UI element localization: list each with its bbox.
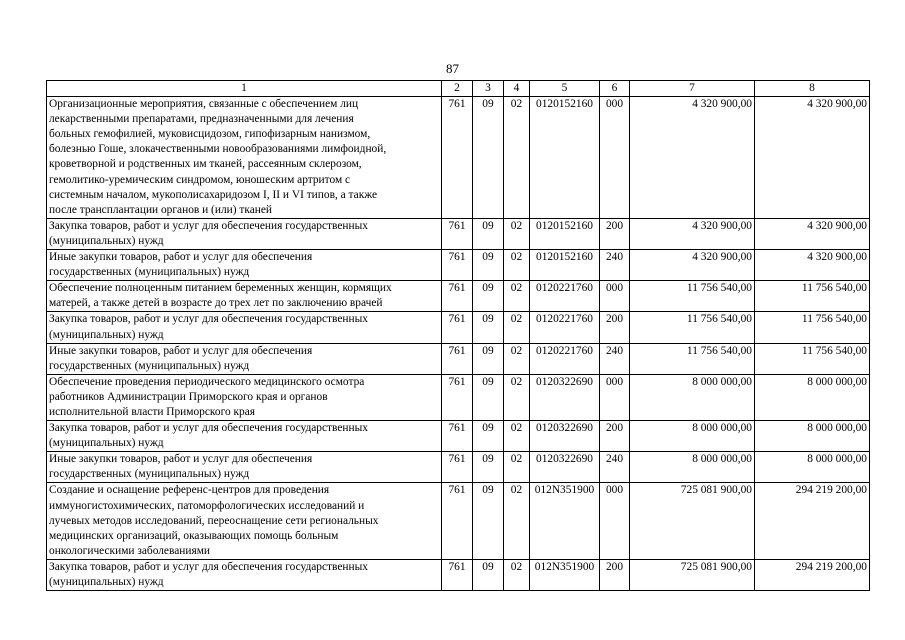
target-item-code: 0120322690 — [530, 452, 600, 483]
table-row — [47, 312, 870, 343]
subsection-code: 02 — [504, 559, 530, 590]
section-code: 09 — [473, 483, 504, 559]
header-cell: 2 — [442, 81, 473, 97]
grbs-code: 761 — [442, 452, 473, 483]
description-line: кроветворной и родственных им тканей, рассеянным склерозом, — [49, 158, 362, 171]
amount-year-1: 8 000 000,00 — [630, 374, 755, 420]
header-cell: 6 — [600, 81, 630, 97]
section-code: 09 — [473, 374, 504, 420]
section-code: 09 — [473, 343, 504, 374]
description-line: лучевых методов исследований, переоснащение сети региональных — [49, 514, 379, 527]
description-line: Организационные мероприятия, связанные с обеспечением лиц — [49, 98, 359, 111]
header-cell: 8 — [755, 81, 870, 97]
expense-type-code: 240 — [600, 250, 630, 281]
row-description — [47, 483, 442, 559]
description-line: исполнительной власти Приморского края — [49, 405, 256, 418]
description-line: государственных (муниципальных) нужд — [49, 468, 250, 481]
description-line: после трансплантации органов и (или) тканей — [49, 203, 273, 216]
subsection-code: 02 — [504, 97, 530, 219]
description-line: гемолитико-уремическим синдромом, юношеским артритом с — [49, 173, 351, 186]
row-description — [47, 343, 442, 374]
amount-year-2: 8 000 000,00 — [755, 452, 870, 483]
description-line: Закупка товаров, работ и услуг для обеспечения государственных — [49, 422, 368, 435]
grbs-code: 761 — [442, 218, 473, 249]
amount-year-1: 4 320 900,00 — [630, 97, 755, 219]
description-line: (муниципальных) нужд — [49, 328, 164, 341]
row-description — [47, 421, 442, 452]
row-description — [47, 452, 442, 483]
description-line: государственных (муниципальных) нужд — [49, 359, 250, 372]
section-code: 09 — [473, 218, 504, 249]
row-description — [47, 250, 442, 281]
description-line: работников Администрации Приморского края и органов — [49, 390, 328, 403]
description-line: Иные закупки товаров, работ и услуг для обеспечения — [49, 344, 313, 357]
description-line: Закупка товаров, работ и услуг для обеспечения государственных — [49, 560, 368, 573]
table-row — [47, 250, 870, 281]
description-line: Иные закупки товаров, работ и услуг для обеспечения — [49, 251, 313, 264]
description-line: Закупка товаров, работ и услуг для обеспечения государственных — [49, 219, 368, 232]
section-code: 09 — [473, 281, 504, 312]
target-item-code: 0120152160 — [530, 250, 600, 281]
header-row — [47, 81, 870, 97]
header-cell: 7 — [630, 81, 755, 97]
row-description — [47, 559, 442, 590]
subsection-code: 02 — [504, 250, 530, 281]
section-code: 09 — [473, 421, 504, 452]
amount-year-1: 4 320 900,00 — [630, 218, 755, 249]
table-row — [47, 559, 870, 590]
amount-year-2: 8 000 000,00 — [755, 374, 870, 420]
header-cell: 4 — [504, 81, 530, 97]
grbs-code: 761 — [442, 281, 473, 312]
subsection-code: 02 — [504, 421, 530, 452]
subsection-code: 02 — [504, 281, 530, 312]
amount-year-2: 11 756 540,00 — [755, 343, 870, 374]
subsection-code: 02 — [504, 312, 530, 343]
description-line: (муниципальных) нужд — [49, 576, 164, 588]
row-description — [47, 281, 442, 312]
description-line: медицинских организаций, оказывающих помощь больным — [49, 529, 339, 542]
subsection-code: 02 — [504, 343, 530, 374]
table-row — [47, 97, 870, 219]
description-line: матерей, а также детей в возрасте до трех лет по заключению врачей — [49, 297, 383, 310]
amount-year-2: 11 756 540,00 — [755, 281, 870, 312]
grbs-code: 761 — [442, 559, 473, 590]
grbs-code: 761 — [442, 374, 473, 420]
target-item-code: 0120322690 — [530, 421, 600, 452]
row-description — [47, 312, 442, 343]
description-line: (муниципальных) нужд — [49, 234, 164, 247]
description-line: больных гемофилией, муковисцидозом, гипофизарным нанизмом, — [49, 128, 371, 141]
description-line: Обеспечение проведения периодического медицинского осмотра — [49, 375, 365, 388]
table-row — [47, 281, 870, 312]
row-description — [47, 218, 442, 249]
description-line: болезнью Гоше, злокачественными новообразованиями лимфоидной, — [49, 143, 387, 156]
amount-year-1: 725 081 900,00 — [630, 559, 755, 590]
grbs-code: 761 — [442, 97, 473, 219]
page-number: 87 — [446, 61, 459, 76]
target-item-code: 0120221760 — [530, 312, 600, 343]
expense-type-code: 200 — [600, 421, 630, 452]
row-description — [47, 374, 442, 420]
expense-type-code: 000 — [600, 374, 630, 420]
description-line: (муниципальных) нужд — [49, 437, 164, 450]
target-item-code: 0120152160 — [530, 218, 600, 249]
target-item-code: 0120152160 — [530, 97, 600, 219]
amount-year-2: 11 756 540,00 — [755, 312, 870, 343]
section-code: 09 — [473, 312, 504, 343]
table-row — [47, 483, 870, 559]
section-code: 09 — [473, 250, 504, 281]
header-cell: 1 — [47, 81, 442, 97]
table-row — [47, 343, 870, 374]
description-line: Иные закупки товаров, работ и услуг для обеспечения — [49, 453, 313, 466]
section-code: 09 — [473, 97, 504, 219]
expense-type-code: 200 — [600, 312, 630, 343]
description-line: системным началом, мукополисахаридозом I, II и VI типов, а также — [49, 188, 378, 201]
amount-year-1: 725 081 900,00 — [630, 483, 755, 559]
target-item-code: 0120221760 — [530, 343, 600, 374]
grbs-code: 761 — [442, 343, 473, 374]
amount-year-1: 11 756 540,00 — [630, 312, 755, 343]
table-body — [47, 97, 870, 591]
expense-type-code: 240 — [600, 343, 630, 374]
subsection-code: 02 — [504, 452, 530, 483]
row-description — [47, 97, 442, 219]
amount-year-1: 8 000 000,00 — [630, 452, 755, 483]
amount-year-2: 8 000 000,00 — [755, 421, 870, 452]
amount-year-2: 294 219 200,00 — [755, 483, 870, 559]
description-line: онкологическими заболеваниями — [49, 544, 210, 557]
table-row — [47, 421, 870, 452]
header-cell: 3 — [473, 81, 504, 97]
amount-year-2: 4 320 900,00 — [755, 97, 870, 219]
subsection-code: 02 — [504, 483, 530, 559]
grbs-code: 761 — [442, 250, 473, 281]
budget-table — [46, 80, 870, 591]
target-item-code: 0120221760 — [530, 281, 600, 312]
description-line: иммуногистохимических, патоморфологических исследований и — [49, 499, 365, 512]
description-line: государственных (муниципальных) нужд — [49, 266, 250, 279]
expense-type-code: 240 — [600, 452, 630, 483]
grbs-code: 761 — [442, 312, 473, 343]
target-item-code: 012N351900 — [530, 483, 600, 559]
amount-year-1: 11 756 540,00 — [630, 281, 755, 312]
amount-year-2: 4 320 900,00 — [755, 218, 870, 249]
expense-type-code: 000 — [600, 97, 630, 219]
header-cell: 5 — [530, 81, 600, 97]
expense-type-code: 200 — [600, 559, 630, 590]
description-line: Создание и оснащение референс-центров для проведения — [49, 484, 330, 497]
expense-type-code: 000 — [600, 483, 630, 559]
amount-year-2: 294 219 200,00 — [755, 559, 870, 590]
table-row — [47, 218, 870, 249]
target-item-code: 0120322690 — [530, 374, 600, 420]
amount-year-1: 4 320 900,00 — [630, 250, 755, 281]
grbs-code: 761 — [442, 483, 473, 559]
description-line: Закупка товаров, работ и услуг для обеспечения государственных — [49, 313, 368, 326]
description-line: лекарственными препаратами, предназначенными для лечения — [49, 113, 354, 126]
subsection-code: 02 — [504, 218, 530, 249]
table-row — [47, 374, 870, 420]
grbs-code: 761 — [442, 421, 473, 452]
section-code: 09 — [473, 452, 504, 483]
table-row — [47, 452, 870, 483]
amount-year-1: 8 000 000,00 — [630, 421, 755, 452]
description-line: Обеспечение полноценным питанием беременных женщин, кормящих — [49, 282, 392, 295]
section-code: 09 — [473, 559, 504, 590]
expense-type-code: 200 — [600, 218, 630, 249]
subsection-code: 02 — [504, 374, 530, 420]
expense-type-code: 000 — [600, 281, 630, 312]
amount-year-1: 11 756 540,00 — [630, 343, 755, 374]
target-item-code: 012N351900 — [530, 559, 600, 590]
amount-year-2: 4 320 900,00 — [755, 250, 870, 281]
